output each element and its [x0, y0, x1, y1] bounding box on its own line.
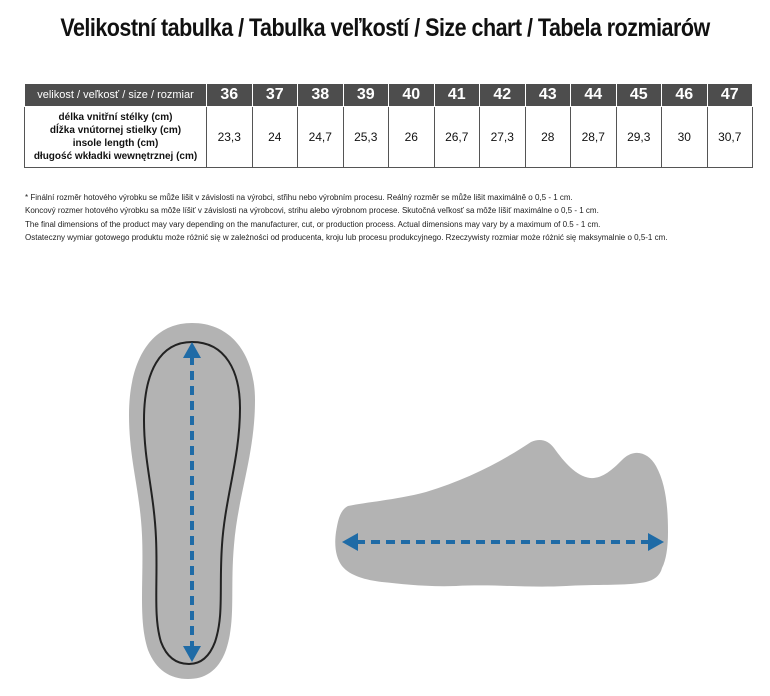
- note-en: The final dimensions of the product may vary depending on the manufacturer, cut, or production process. Actual dimensions may vary by a maximum of 0.5 - 1 cm.: [25, 219, 601, 229]
- table-header-row: [25, 84, 753, 107]
- table-row: [25, 107, 753, 168]
- size-chart-table: [24, 83, 753, 168]
- size-header-cell: 38: [298, 84, 344, 107]
- insole-icon: [126, 320, 258, 682]
- size-header-cell: 37: [252, 84, 298, 107]
- insole-length-cell: 26: [389, 107, 435, 168]
- note-pl: Ostateczny wymiar gotowego produktu może różnić się w zależności od producenta, kroju lub procesu produkcyjnego. Rzeczywisty rozmiar może różnić się maksymalnie o 0,5-1 cm.: [25, 233, 668, 243]
- insole-length-cell: 30,7: [707, 107, 753, 168]
- insole-length-cell: 26,7: [434, 107, 480, 168]
- size-header-cell: 45: [616, 84, 662, 107]
- size-header-cell: 44: [571, 84, 617, 107]
- size-header-cell: 47: [707, 84, 753, 107]
- size-header-cell: 41: [434, 84, 480, 107]
- size-header-cell: 43: [525, 84, 571, 107]
- insole-length-cell: 24: [252, 107, 298, 168]
- disclaimer-notes: [25, 191, 668, 245]
- note-cs: * Finální rozměr hotového výrobku se může lišit v závislosti na výrobci, střihu nebo výrobním procesu. Reálný rozměr se může lišit maximálně o 0,5 - 1 cm.: [25, 193, 573, 202]
- row-label-sk: dĺžka vnútornej stielky (cm): [49, 125, 182, 136]
- page-title: Velikostní tabulka / Tabulka veľkostí / Size chart / Tabela rozmiarów: [60, 14, 710, 42]
- row-label-en: insole length (cm): [72, 138, 159, 149]
- size-header-label: velikost / veľkosť / size / rozmiar: [25, 84, 207, 107]
- size-header-cell: 46: [662, 84, 708, 107]
- note-sk: Koncový rozmer hotového výrobku sa môže líšiť v závislosti na výrobcovi, strihu alebo výrobnom procese. Skutočná veľkosť sa môže líšiť maximálne o 0,5 - 1 cm.: [25, 206, 599, 216]
- row-label-cs: délka vnitřní stélky (cm): [58, 112, 173, 123]
- size-header-cell: 40: [389, 84, 435, 107]
- insole-length-cell: 29,3: [616, 107, 662, 168]
- shoe-silhouette: [335, 440, 668, 587]
- size-header-cell: 36: [207, 84, 253, 107]
- insole-length-cell: 28: [525, 107, 571, 168]
- insole-length-cell: 25,3: [343, 107, 389, 168]
- insole-length-cell: 23,3: [207, 107, 253, 168]
- row-label-pl: długość wkładki wewnętrznej (cm): [33, 151, 198, 162]
- insole-length-labels: [25, 107, 207, 168]
- insole-length-cell: 30: [662, 107, 708, 168]
- size-header-cell: 42: [480, 84, 526, 107]
- insole-length-cell: 24,7: [298, 107, 344, 168]
- insole-length-cell: 27,3: [480, 107, 526, 168]
- shoe-side-icon: [326, 436, 672, 592]
- insole-length-cell: 28,7: [571, 107, 617, 168]
- size-header-cell: 39: [343, 84, 389, 107]
